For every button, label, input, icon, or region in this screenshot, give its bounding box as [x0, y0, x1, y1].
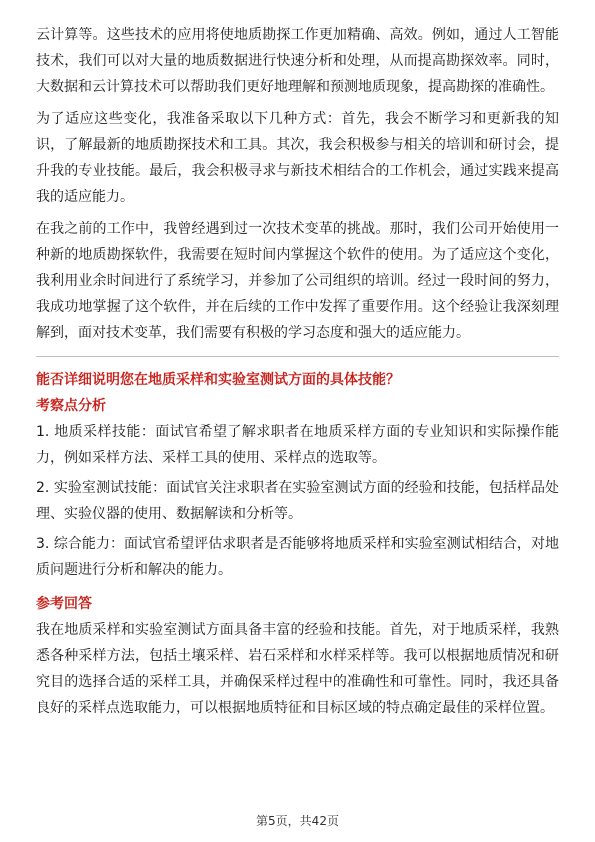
- page-footer: 第5页，共42页: [256, 814, 339, 828]
- body-paragraph: 为了适应这些变化，我准备采取以下几种方式：首先，我会不断学习和更新我的知识，了解最新的地质勘探技术和工具。其次，我会积极参与相关的培训和研讨会，提升我的专业技能。最后，我会积极寻求与新技术相结合的工作机会，通过实践来提高我的适应能力。: [36, 111, 559, 205]
- question-heading: 能否详细说明您在地质采样和实验室测试方面的具体技能？: [36, 372, 400, 388]
- document-page: [36, 22, 559, 727]
- section-divider: [36, 356, 559, 357]
- answer-paragraph: 我在地质采样和实验室测试方面具备丰富的经验和技能。首先，对于地质采样，我熟悉各种采样方法，包括土壤采样、岩石采样和水样采样等。我可以根据地质情况和研究目的选择合适的采样工具，并确保采样过程中的准确性和可靠性。同时，我还具备良好的采样点选取能力，可以根据地质特征和目标区域的特点确定最佳的采样位置。: [36, 622, 559, 716]
- analysis-item: 2. 实验室测试技能：面试官关注求职者在实验室测试方面的经验和技能，包括样品处理、实验仪器的使用、数据解读和分析等。: [36, 480, 559, 522]
- body-paragraph: 云计算等。这些技术的应用将使地质勘探工作更加精确、高效。例如，通过人工智能技术，我们可以对大量的地质数据进行快速分析和处理，从而提高勘探效率。同时，大数据和云计算技术可以帮助我们更好地理解和预测地质现象，提高勘探的准确性。: [36, 27, 559, 95]
- answer-heading: 参考回答: [36, 596, 92, 612]
- analysis-item: 3. 综合能力：面试官希望评估求职者是否能够将地质采样和实验室测试相结合，对地质问题进行分析和解决的能力。: [36, 536, 559, 578]
- body-paragraph: 在我之前的工作中，我曾经遇到过一次技术变革的挑战。那时，我们公司开始使用一种新的地质勘探软件，我需要在短时间内掌握这个软件的使用。为了适应这个变化，我利用业余时间进行了系统学习，并参加了公司组织的培训。经过一段时间的努力，我成功地掌握了这个软件，并在后续的工作中发挥了重要作用。这个经验让我深刻理解到，面对技术变革，我们需要有积极的学习态度和强大的适应能力。: [36, 221, 559, 341]
- analysis-item: 1. 地质采样技能：面试官希望了解求职者在地质采样方面的专业知识和实际操作能力，例如采样方法、采样工具的使用、采样点的选取等。: [36, 424, 559, 466]
- analysis-heading: 考察点分析: [36, 398, 106, 414]
